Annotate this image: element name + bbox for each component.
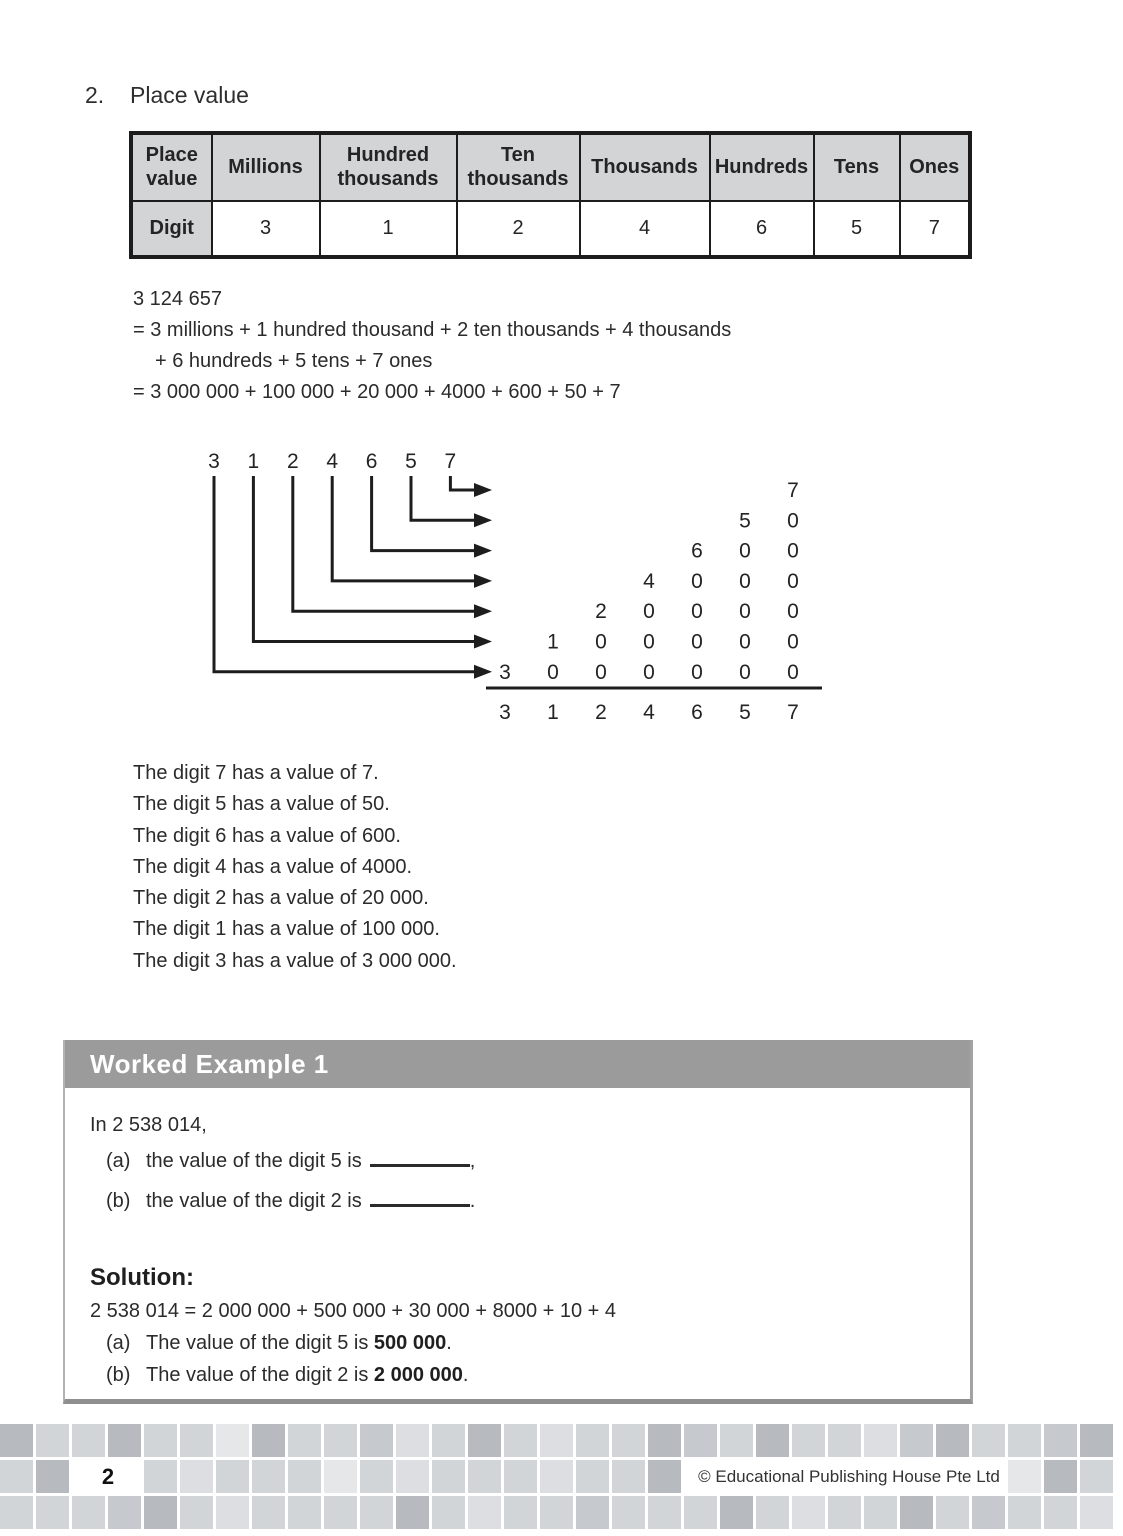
table-header-ones: Ones (900, 134, 970, 201)
diagram-row-digit: 0 (595, 660, 607, 684)
table-header-millions: Millions (212, 134, 320, 201)
mosaic-tile (792, 1424, 825, 1457)
mosaic-tile (648, 1424, 681, 1457)
section-heading (85, 82, 249, 109)
diagram-top-digit: 1 (247, 450, 260, 473)
expansion-text (133, 284, 731, 408)
mosaic-tile (612, 1424, 645, 1457)
digit-value-statements (133, 758, 457, 977)
diagram-top-digit: 3 (208, 450, 220, 473)
table-digit-row (132, 201, 970, 257)
diagram-arrow-line (411, 476, 474, 520)
mosaic-tile (324, 1460, 357, 1493)
table-header-ten-thousands: Ten thousands (457, 134, 580, 201)
diagram-top-digit: 5 (405, 450, 417, 473)
solution-b-answer: 2 000 000 (373, 1364, 463, 1386)
mosaic-tile (1008, 1496, 1041, 1529)
mosaic-tile (1008, 1424, 1041, 1457)
diagram-sum-digit: 4 (643, 701, 655, 724)
digit-cell-ones: 7 (900, 201, 970, 257)
mosaic-tile (288, 1424, 321, 1457)
value-statement: The digit 2 has a value of 20 000. (133, 887, 429, 910)
table-header-hundreds: Hundreds (710, 134, 814, 201)
expansion-line-words-2: + 6 hundreds + 5 tens + 7 ones (155, 350, 433, 372)
expansion-number: 3 124 657 (133, 288, 222, 310)
diagram-arrowhead (474, 574, 492, 588)
diagram-row-digit: 6 (691, 539, 703, 563)
mosaic-tile (504, 1496, 537, 1529)
diagram-sum-digit: 1 (547, 701, 559, 724)
diagram-sum-digit: 7 (787, 701, 799, 724)
mosaic-tile (180, 1424, 213, 1457)
diagram-arrowhead (474, 635, 492, 649)
table-header-place-value: Place value (132, 134, 212, 201)
mosaic-tile (576, 1496, 609, 1529)
mosaic-tile (648, 1460, 681, 1493)
mosaic-tile (432, 1496, 465, 1529)
mosaic-tile (396, 1424, 429, 1457)
worked-example-header: Worked Example 1 (65, 1040, 970, 1088)
diagram-row-digit: 2 (595, 600, 607, 624)
worked-example-box (63, 1040, 973, 1404)
mosaic-tile (612, 1460, 645, 1493)
mosaic-tile (900, 1496, 933, 1529)
diagram-top-digit: 6 (365, 450, 378, 473)
value-statement: The digit 4 has a value of 4000. (133, 855, 413, 878)
mosaic-tile (108, 1424, 141, 1457)
table-header-row (132, 134, 970, 201)
diagram-arrow-line (450, 476, 474, 490)
diagram-row-digit: 0 (787, 630, 799, 654)
diagram-row-digit: 0 (787, 539, 799, 563)
answer-blank-a (370, 1150, 470, 1167)
mosaic-tile (216, 1496, 249, 1529)
diagram-arrowhead (474, 513, 492, 527)
part-a-text: the value of the digit 5 is , (146, 1150, 476, 1172)
mosaic-tile (432, 1460, 465, 1493)
mosaic-tile (504, 1460, 537, 1493)
mosaic-tile (36, 1424, 69, 1457)
mosaic-tile (540, 1496, 573, 1529)
diagram-arrow-line (253, 476, 474, 642)
mosaic-tile (144, 1496, 177, 1529)
diagram-sum-digit: 5 (739, 701, 751, 724)
mosaic-tile (252, 1496, 285, 1529)
mosaic-tile (468, 1424, 501, 1457)
mosaic-tile (576, 1460, 609, 1493)
mosaic-tile (0, 1460, 33, 1493)
diagram-row-digit: 0 (595, 630, 607, 654)
expansion-line-words-1: = 3 millions + 1 hundred thousand + 2 ten thousands + 4 thousands (133, 319, 732, 341)
value-statement: The digit 5 has a value of 50. (133, 793, 390, 816)
mosaic-tile (720, 1496, 753, 1529)
diagram-row-digit: 1 (547, 630, 559, 654)
solution-heading: Solution: (90, 1264, 194, 1291)
mosaic-tile (972, 1496, 1005, 1529)
mosaic-tile (0, 1496, 33, 1529)
question-part-a (90, 1150, 950, 1173)
diagram-row-digit: 0 (739, 630, 751, 654)
mosaic-tile (216, 1460, 249, 1493)
mosaic-tile (252, 1460, 285, 1493)
solution-a-text: The value of the digit 5 is 500 000. (146, 1332, 452, 1354)
diagram-arrowhead (474, 544, 492, 558)
mosaic-tile (828, 1424, 861, 1457)
mosaic-tile (144, 1424, 177, 1457)
mosaic-tile (360, 1496, 393, 1529)
mosaic-tile (1044, 1496, 1077, 1529)
mosaic-tile (792, 1496, 825, 1529)
diagram-row-digit: 4 (643, 569, 655, 593)
diagram-row-digit: 7 (787, 479, 799, 502)
diagram-row-digit: 0 (739, 600, 751, 624)
mosaic-tile (468, 1496, 501, 1529)
digit-cell-hundred-thousands: 1 (320, 201, 457, 257)
diagram-arrow-line (293, 476, 474, 611)
mosaic-tile (1080, 1496, 1113, 1529)
mosaic-tile (540, 1424, 573, 1457)
mosaic-tile (72, 1496, 105, 1529)
mosaic-tile (864, 1496, 897, 1529)
mosaic-tile (396, 1496, 429, 1529)
diagram-arrowhead (474, 483, 492, 497)
mosaic-tile (360, 1460, 393, 1493)
mosaic-tile (936, 1496, 969, 1529)
mosaic-tile (180, 1460, 213, 1493)
digit-cell-thousands: 4 (580, 201, 710, 257)
solution-a-answer: 500 000 (373, 1332, 447, 1354)
mosaic-tile (324, 1424, 357, 1457)
diagram-row-digit: 0 (787, 509, 799, 533)
worked-example-intro: In 2 538 014, (90, 1114, 207, 1136)
page-title: Place value (130, 82, 249, 108)
table-header-hundred-thousands: Hundred thousands (320, 134, 457, 201)
solution-part-a (90, 1332, 950, 1355)
mosaic-tile (72, 1424, 105, 1457)
diagram-row-digit: 0 (739, 569, 751, 593)
page-number: 2 (101, 1464, 115, 1489)
diagram-row-digit: 0 (787, 569, 799, 593)
copyright-text: © Educational Publishing House Pte Ltd (698, 1467, 1000, 1486)
expansion-diagram (0, 440, 1123, 750)
diagram-row-digit: 0 (691, 569, 703, 593)
value-statement: The digit 7 has a value of 7. (133, 762, 379, 784)
diagram-sum-digit: 6 (691, 701, 703, 724)
mosaic-tile (684, 1424, 717, 1457)
table-header-thousands: Thousands (580, 134, 710, 201)
diagram-arrow-line (372, 476, 474, 551)
part-b-text: the value of the digit 2 is . (146, 1190, 476, 1212)
mosaic-tile (288, 1460, 321, 1493)
diagram-top-digit: 4 (326, 450, 339, 473)
mosaic-tile (864, 1424, 897, 1457)
mosaic-tile (36, 1460, 69, 1493)
diagram-row-digit: 0 (739, 539, 751, 563)
mosaic-tile (504, 1424, 537, 1457)
mosaic-tile (288, 1496, 321, 1529)
value-statement: The digit 1 has a value of 100 000. (133, 918, 440, 941)
mosaic-tile (900, 1424, 933, 1457)
answer-blank-b (370, 1190, 470, 1207)
diagram-row-digit: 0 (643, 600, 655, 624)
solution-equation: 2 538 014 = 2 000 000 + 500 000 + 30 000 + 8000 + 10 + 4 (90, 1300, 617, 1322)
mosaic-tile (756, 1496, 789, 1529)
digit-cell-tens: 5 (814, 201, 900, 257)
footer-mosaic (0, 1424, 1123, 1536)
diagram-row-digit: 0 (643, 630, 655, 654)
mosaic-tile (1044, 1424, 1077, 1457)
mosaic-tile (144, 1460, 177, 1493)
digit-cell-hundreds: 6 (710, 201, 814, 257)
question-part-b (90, 1190, 950, 1213)
diagram-top-digit: 2 (286, 450, 299, 473)
diagram-sum-digit: 2 (595, 701, 607, 724)
solution-part-b (90, 1364, 950, 1387)
solution-a-label: (a) (106, 1332, 131, 1354)
mosaic-tile (1008, 1460, 1041, 1493)
section-number: 2. (85, 82, 105, 108)
mosaic-tile (0, 1424, 33, 1457)
mosaic-tile (648, 1496, 681, 1529)
diagram-row-digit: 0 (691, 660, 703, 684)
diagram-row-digit: 5 (739, 509, 751, 533)
mosaic-tile (36, 1496, 69, 1529)
solution-b-label: (b) (106, 1364, 131, 1386)
mosaic-tile (1080, 1424, 1113, 1457)
diagram-arrowhead (474, 604, 492, 618)
part-a-label: (a) (106, 1150, 131, 1172)
mosaic-tile (180, 1496, 213, 1529)
mosaic-tile (756, 1424, 789, 1457)
part-b-label: (b) (106, 1190, 131, 1212)
diagram-row-digit: 0 (691, 600, 703, 624)
mosaic-tile (576, 1424, 609, 1457)
table-digit-label: Digit (132, 201, 212, 257)
mosaic-tile (108, 1496, 141, 1529)
mosaic-tile (936, 1424, 969, 1457)
mosaic-tile (432, 1424, 465, 1457)
digit-cell-ten-thousands: 2 (457, 201, 580, 257)
mosaic-tile (1044, 1460, 1077, 1493)
mosaic-tile (720, 1424, 753, 1457)
diagram-row-digit: 0 (787, 600, 799, 624)
diagram-sum-digit: 3 (499, 701, 511, 724)
mosaic-tile (468, 1460, 501, 1493)
diagram-top-digit: 7 (444, 450, 457, 473)
diagram-row-digit: 0 (787, 660, 799, 684)
mosaic-tile (828, 1496, 861, 1529)
diagram-row-digit: 0 (547, 660, 559, 684)
mosaic-tile (540, 1460, 573, 1493)
place-value-table (130, 132, 971, 258)
mosaic-tile (324, 1496, 357, 1529)
solution-b-text: The value of the digit 2 is 2 000 000. (146, 1364, 469, 1386)
mosaic-tile (684, 1496, 717, 1529)
mosaic-tile (972, 1424, 1005, 1457)
mosaic-tile (1080, 1460, 1113, 1493)
expansion-line-numbers: = 3 000 000 + 100 000 + 20 000 + 4000 + 600 + 50 + 7 (133, 381, 621, 403)
mosaic-tile (360, 1424, 393, 1457)
diagram-arrow-line (332, 476, 474, 581)
mosaic-tile (612, 1496, 645, 1529)
diagram-arrowhead (474, 665, 492, 679)
value-statement: The digit 3 has a value of 3 000 000. (133, 949, 457, 972)
diagram-row-digit: 0 (691, 630, 703, 654)
diagram-row-digit: 0 (643, 660, 655, 684)
table-header-tens: Tens (814, 134, 900, 201)
mosaic-tile (252, 1424, 285, 1457)
diagram-row-digit: 3 (499, 660, 511, 684)
diagram-row-digit: 0 (739, 660, 751, 684)
mosaic-tile (396, 1460, 429, 1493)
value-statement: The digit 6 has a value of 600. (133, 824, 401, 847)
mosaic-tile (216, 1424, 249, 1457)
digit-cell-millions: 3 (212, 201, 320, 257)
